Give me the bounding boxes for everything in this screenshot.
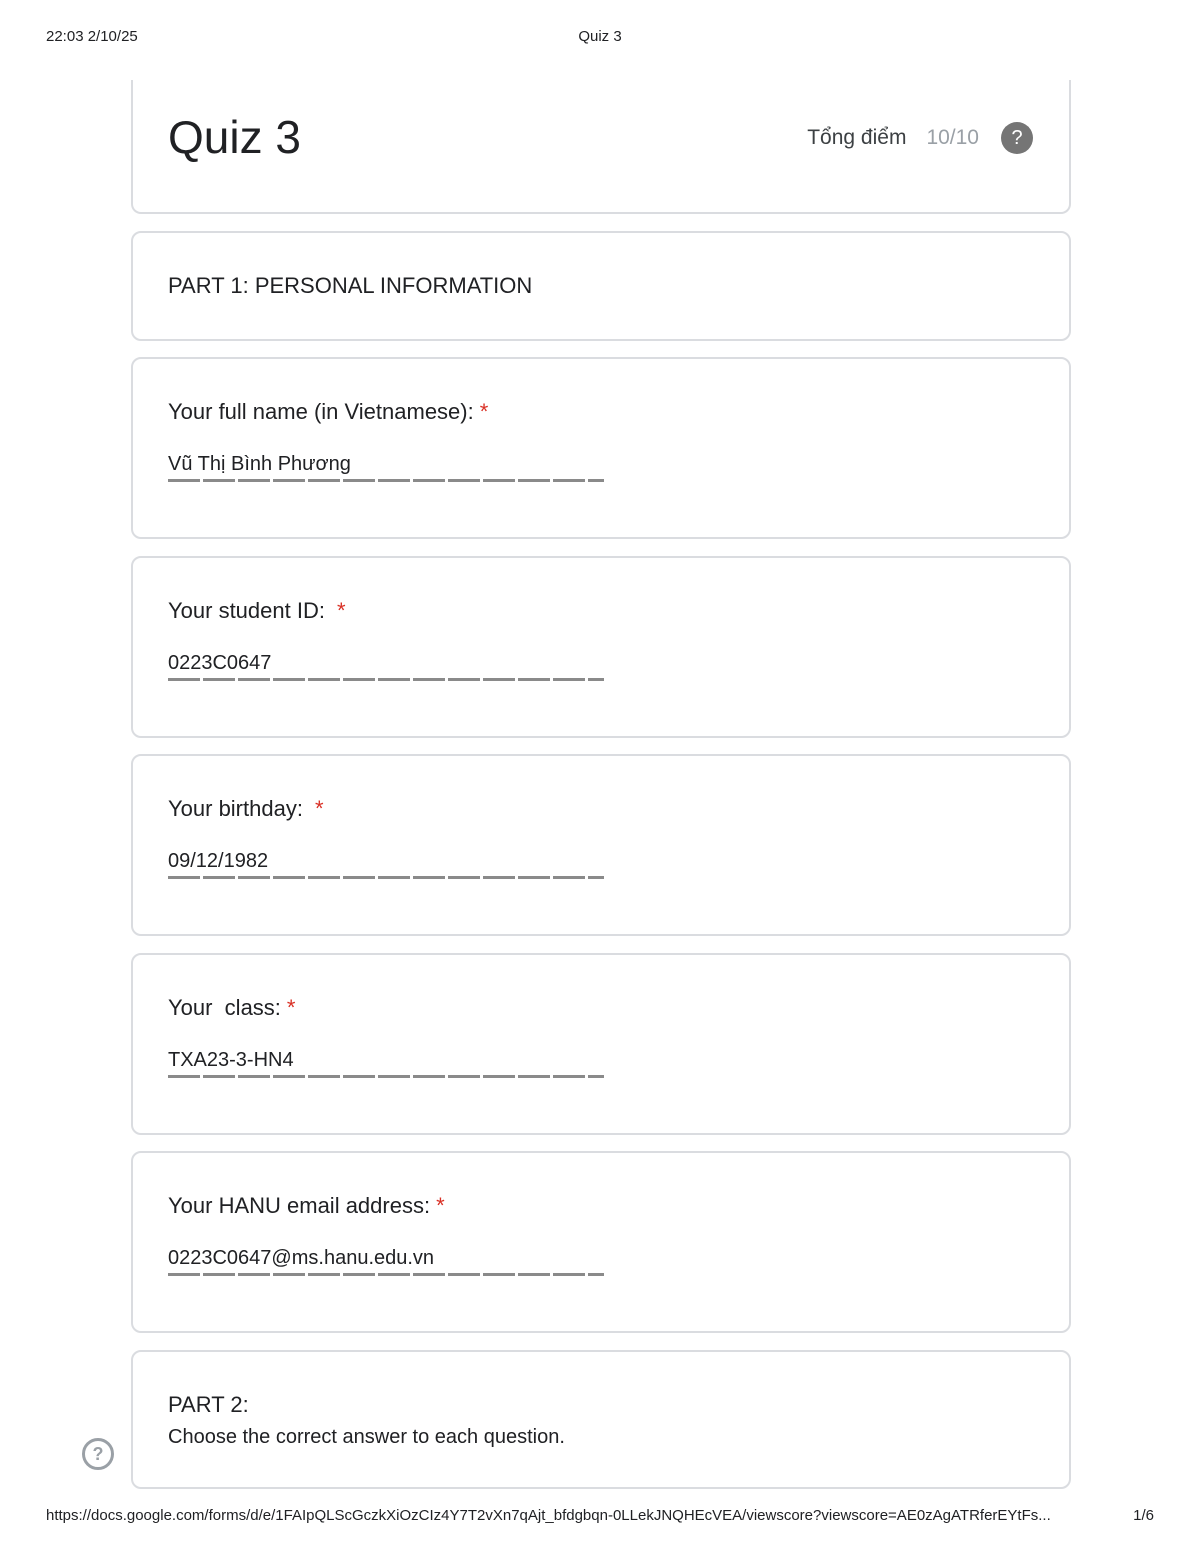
question-card-full-name — [131, 357, 1071, 539]
required-asterisk: * — [436, 1193, 445, 1218]
section-title: PART 2: — [168, 1392, 249, 1417]
answer-field[interactable]: 0223C0647@ms.hanu.edu.vn — [168, 1247, 604, 1276]
question-text: Your class: — [168, 995, 281, 1020]
section-title: PART 1: PERSONAL INFORMATION — [168, 273, 533, 298]
question-label — [168, 995, 295, 1021]
section-part1-card — [131, 231, 1071, 341]
question-card-birthday — [131, 754, 1071, 936]
score-label: Tổng điểm — [807, 126, 907, 149]
question-label — [168, 598, 346, 624]
question-text: Your birthday: — [168, 796, 303, 821]
answer-field[interactable]: 09/12/1982 — [168, 850, 604, 879]
question-text: Your HANU email address: — [168, 1193, 431, 1218]
answer-field[interactable]: 0223C0647 — [168, 652, 604, 681]
answer-field[interactable]: Vũ Thị Bình Phương — [168, 453, 604, 482]
section-part2-card — [131, 1350, 1071, 1489]
print-datetime: 22:03 2/10/25 — [46, 28, 138, 45]
total-score — [807, 122, 1033, 154]
question-label — [168, 399, 488, 425]
score-value: 10/10 — [926, 126, 979, 149]
section-description: Choose the correct answer to each question. — [168, 1426, 565, 1448]
question-text: Your full name (in Vietnamese): — [168, 399, 474, 424]
quiz-header-card — [131, 80, 1071, 214]
answer-field[interactable]: TXA23-3-HN4 — [168, 1049, 604, 1078]
question-card-class — [131, 953, 1071, 1135]
question-card-student-id — [131, 556, 1071, 738]
required-asterisk: * — [479, 399, 489, 424]
quiz-title: Quiz 3 — [168, 111, 301, 163]
required-asterisk: * — [286, 995, 296, 1020]
question-label — [168, 1193, 445, 1219]
question-card-email — [131, 1151, 1071, 1333]
question-text: Your student ID: — [168, 598, 325, 623]
help-icon[interactable]: ? — [1001, 122, 1033, 154]
floating-help-icon[interactable]: ? — [82, 1438, 114, 1470]
page-url: https://docs.google.com/forms/d/e/1FAIpQLScGczkXiOzCIz4Y7T2vXn7qAjt_bfdgbqn-0LLekJNQHEcVEA/viewscore?viewscore=AE0zAgATRferEYtFs... — [46, 1507, 1051, 1524]
page-number: 1/6 — [1133, 1507, 1154, 1524]
print-doc-title: Quiz 3 — [578, 28, 622, 45]
question-label — [168, 796, 324, 822]
required-asterisk: * — [336, 598, 346, 623]
required-asterisk: * — [314, 796, 324, 821]
